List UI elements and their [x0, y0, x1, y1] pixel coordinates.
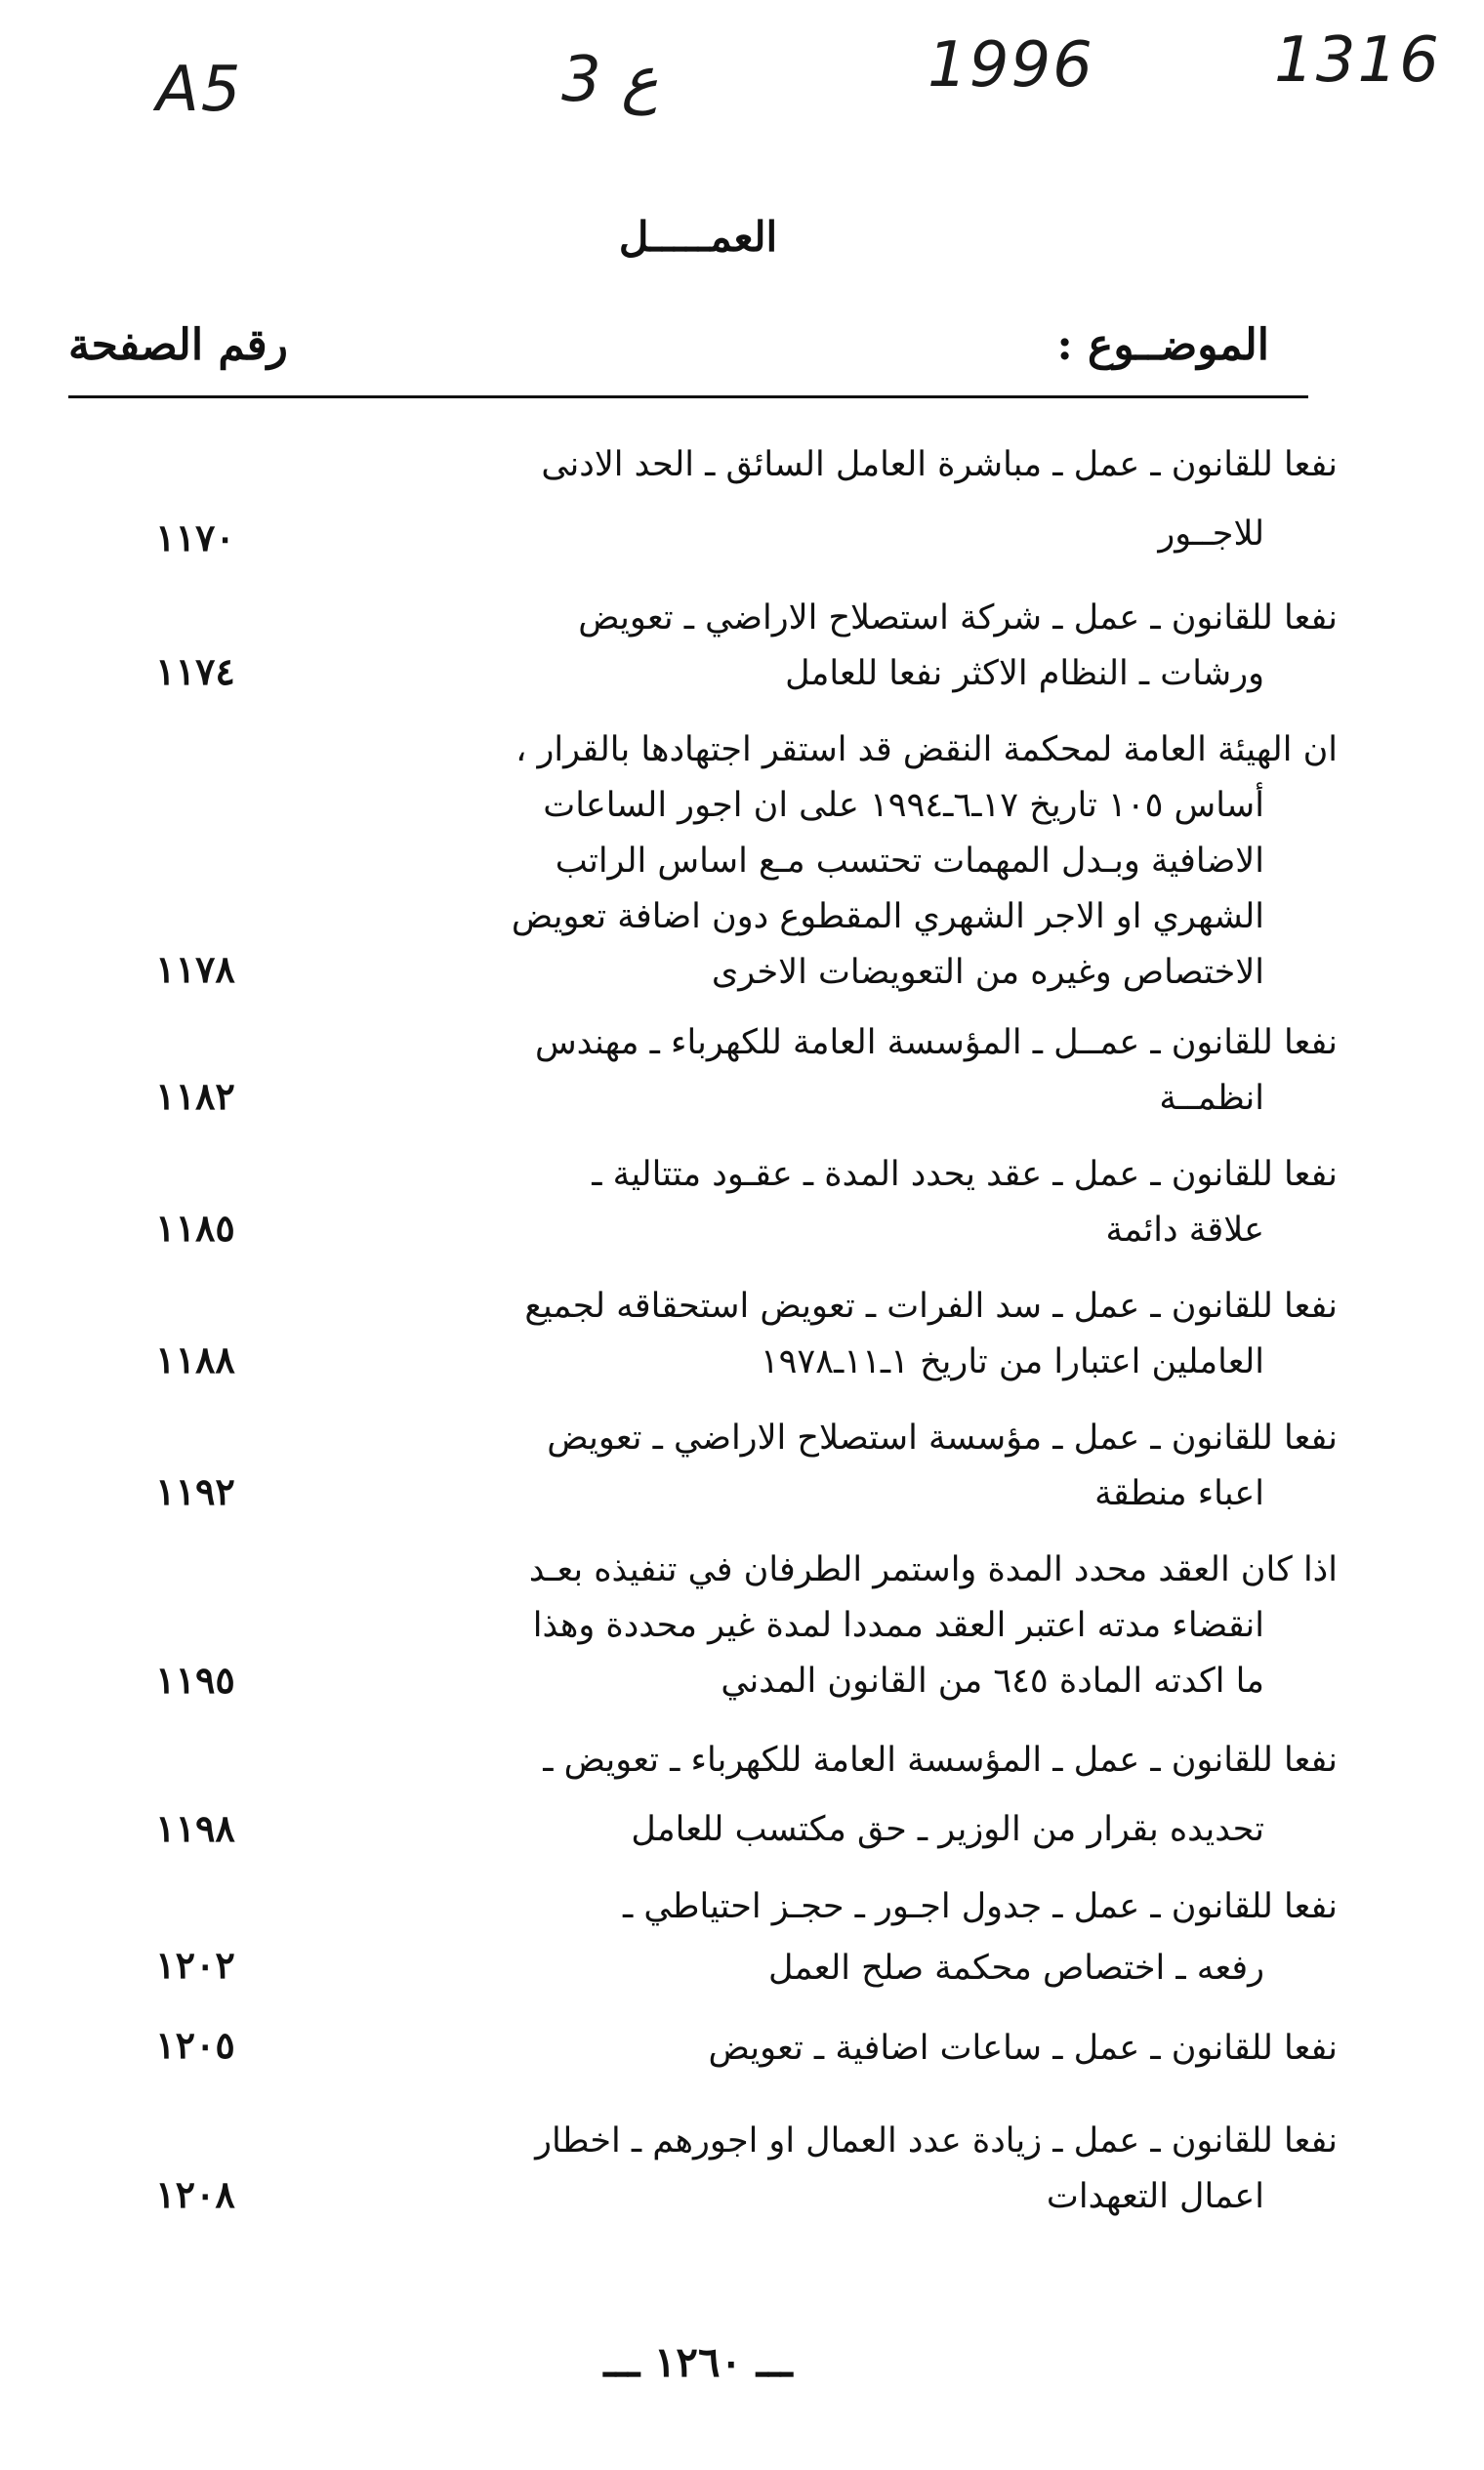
entry-text: نفعا للقانون ـ عمل ـ مباشرة العامل السائق ـ الحد الادنى: [541, 445, 1338, 484]
subject-column-header: الموضــوع :: [1056, 320, 1269, 370]
entry-text-continuation: انقضاء مدته اعتبر العقد ممددا لمدة غير محددة وهذا: [532, 1606, 1264, 1645]
entry-text-continuation: اعمال التعهدات: [1046, 2177, 1264, 2216]
entry-text: نفعا للقانون ـ عمل ـ عقد يحدد المدة ـ عقـود متتالية ـ: [592, 1155, 1338, 1194]
entry-text: نفعا للقانون ـ عمل ـ جدول اجـور ـ حجـز احتياطي ـ: [623, 1887, 1338, 1926]
handwritten-year: 1996: [928, 29, 1094, 102]
document-title: [0, 213, 1396, 261]
entry-text: اذا كان العقد محدد المدة واستمر الطرفان في تنفيذه بعـد: [528, 1550, 1338, 1589]
entry-text: نفعا للقانون ـ عمل ـ ساعات اضافية ـ تعويض: [708, 2029, 1338, 2068]
entry-text-continuation: انظمــة: [1159, 1079, 1264, 1118]
entry-page-number: ١١٧٨: [155, 947, 235, 991]
entry-page-number: ١٢٠٥: [155, 2023, 235, 2067]
entry-text-continuation: الاختصاص وغيره من التعويضات الاخرى: [711, 953, 1264, 992]
entry-text-continuation: ما اكدته المادة ٦٤٥ من القانون المدني: [721, 1662, 1264, 1701]
entry-page-number: ١١٧٠: [155, 515, 235, 559]
handwritten-a5: A5: [156, 54, 243, 126]
page-footer-number: ـــ ١٢٦٠ ـــ: [603, 2338, 793, 2386]
document-title-text: العمـــــل: [618, 213, 778, 261]
entry-text-continuation: علاقة دائمة: [1105, 1211, 1264, 1250]
entry-text-continuation: الاضافية وبـدل المهمات تحتسب مـع اساس الراتب: [555, 842, 1264, 881]
page-column-header: رقم الصفحة: [68, 320, 288, 370]
entry-text: نفعا للقانون ـ عمل ـ زيادة عدد العمال او اجورهم ـ اخطار: [535, 2121, 1338, 2161]
entry-text-continuation: العاملين اعتبارا من تاريخ ١ـ١١ـ١٩٧٨: [760, 1342, 1264, 1381]
entry-text-continuation: للاجــور: [1158, 515, 1264, 554]
entry-page-number: ١١٨٢: [155, 1074, 235, 1118]
entry-text: نفعا للقانون ـ عمل ـ المؤسسة العامة للكهرباء ـ تعويض ـ: [543, 1741, 1338, 1780]
entry-page-number: ١١٧٤: [155, 649, 235, 693]
entry-page-number: ١١٨٥: [155, 1206, 235, 1250]
entry-page-number: ١١٨٨: [155, 1338, 235, 1381]
entry-text: نفعا للقانون ـ عمل ـ مؤسسة استصلاح الاراضي ـ تعويض: [547, 1419, 1338, 1458]
entry-text-continuation: اعباء منطقة: [1094, 1474, 1264, 1513]
entry-text-continuation: رفعه ـ اختصاص محكمة صلح العمل: [768, 1949, 1264, 1988]
handwritten-code: 3 ع: [561, 44, 659, 116]
entry-page-number: ١١٩٨: [155, 1806, 235, 1850]
entry-text-continuation: الشهري او الاجر الشهري المقطوع دون اضافة تعويض: [511, 897, 1264, 936]
entry-text: ان الهيئة العامة لمحكمة النقض قد استقر اجتهادها بالقرار ،: [515, 730, 1338, 769]
entry-text-continuation: أساس ١٠٥ تاريخ ١٧ـ٦ـ١٩٩٤ على ان اجور الساعات: [543, 786, 1264, 825]
entry-text-continuation: ورشات ـ النظام الاكثر نفعا للعامل: [785, 654, 1264, 693]
entry-text: نفعا للقانون ـ عمل ـ شركة استصلاح الاراضي ـ تعويض: [578, 598, 1338, 638]
entry-page-number: ١١٩٢: [155, 1469, 235, 1513]
handwritten-number: 1316: [1274, 24, 1441, 97]
entry-text: نفعا للقانون ـ عمل ـ سد الفرات ـ تعويض استحقاقه لجميع: [524, 1287, 1338, 1326]
entry-page-number: ١٢٠٢: [155, 1943, 235, 1987]
header-divider: [68, 395, 1308, 398]
entry-page-number: ١١٩٥: [155, 1658, 235, 1702]
entry-page-number: ١٢٠٨: [155, 2172, 235, 2216]
entry-text-continuation: تحديده بقرار من الوزير ـ حق مكتسب للعامل: [631, 1810, 1264, 1849]
entry-text: نفعا للقانون ـ عمــل ـ المؤسسة العامة للكهرباء ـ مهندس: [534, 1023, 1338, 1062]
